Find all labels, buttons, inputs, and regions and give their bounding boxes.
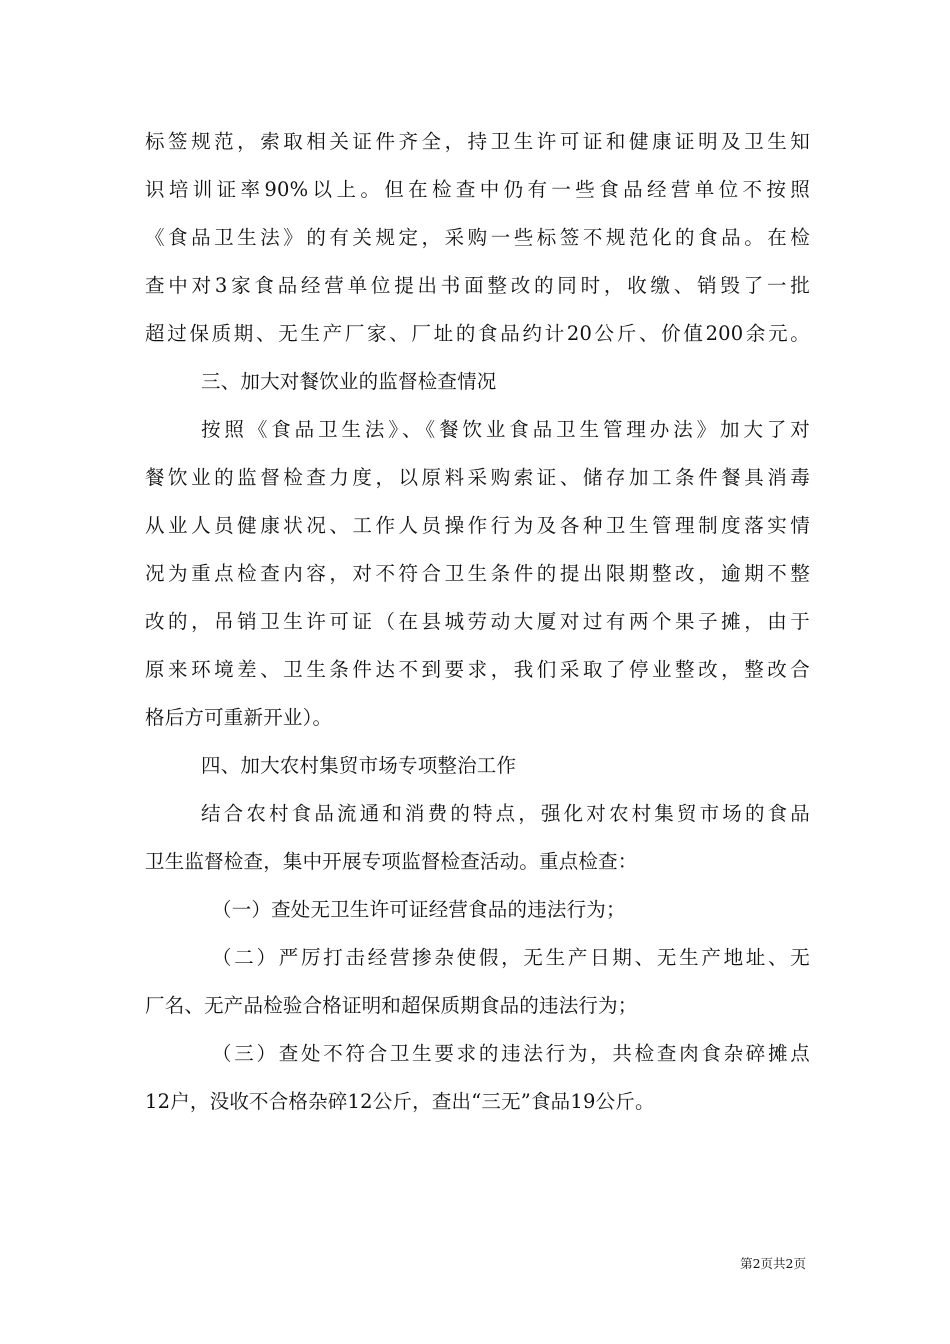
text-line: 标签规范，索取相关证件齐全，持卫生许可证和健康证明及卫生知: [145, 130, 810, 153]
text-line: 餐饮业的监督检查力度，以原料采购索证、储存加工条件餐具消毒: [145, 466, 810, 489]
text-line: 识培训证率90%以上。但在检查中仍有一些食品经营单位不按照: [145, 178, 810, 201]
text-line: 按照《食品卫生法》、《餐饮业食品卫生管理办法》加大了对: [201, 418, 810, 441]
text-line: 卫生监督检查，集中开展专项监督检查活动。重点检查：: [145, 850, 638, 873]
text-line: 《食品卫生法》的有关规定，采购一些标签不规范化的食品。在检: [145, 226, 810, 249]
text-line: （一）查处无卫生许可证经营食品的违法行为；: [212, 898, 626, 921]
text-line: （三）查处不符合卫生要求的违法行为，共检查肉食杂碎摊点: [212, 1042, 810, 1065]
page-number-footer: 第2页共2页: [740, 1256, 806, 1271]
text-line: 厂名、无产品检验合格证明和超保质期食品的违法行为；: [145, 994, 638, 1017]
text-line: 三、加大对餐饮业的监督检查情况: [201, 370, 497, 393]
text-line: 从业人员健康状况、工作人员操作行为及各种卫生管理制度落实情: [145, 514, 810, 537]
text-line: 查中对3家食品经营单位提出书面整改的同时，收缴、销毁了一批: [145, 274, 810, 297]
text-line: 四、加大农村集贸市场专项整治工作: [201, 754, 517, 777]
text-line: 结合农村食品流通和消费的特点，强化对农村集贸市场的食品: [201, 802, 810, 825]
text-line: 改的，吊销卫生许可证（在县城劳动大厦对过有两个果子摊，由于: [145, 610, 810, 633]
text-line: （二）严厉打击经营掺杂使假，无生产日期、无生产地址、无: [212, 946, 810, 969]
text-line: 格后方可重新开业）。: [145, 706, 333, 729]
text-line: 超过保质期、无生产厂家、厂址的食品约计20公斤、价值200余元。: [145, 322, 810, 345]
text-line: 况为重点检查内容，对不符合卫生条件的提出限期整改，逾期不整: [145, 562, 810, 585]
document-body: [145, 118, 810, 1126]
text-line: 12户，没收不合格杂碎12公斤，查出“三无”食品19公斤。: [145, 1090, 655, 1113]
text-line: 原来环境差、卫生条件达不到要求，我们采取了停业整改，整改合: [145, 658, 810, 681]
